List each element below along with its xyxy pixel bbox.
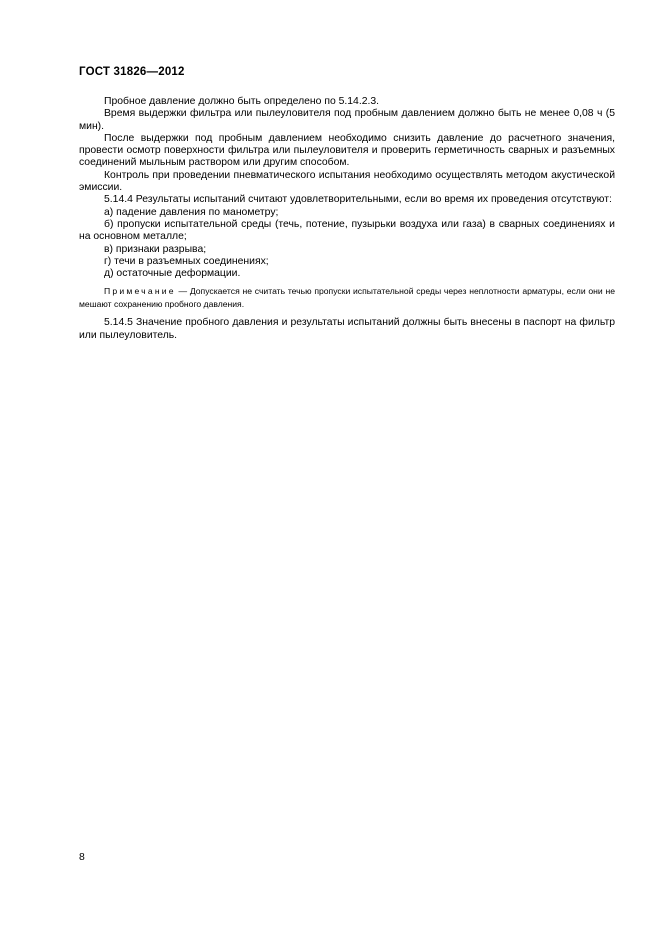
note-text: — Допускается не считать течью пропуски испытательной среды через неплотности арматуры, если они не мешают сохранению пробного давления.: [79, 286, 615, 310]
paragraph-inspection: После выдержки под пробным давлением необходимо снизить давление до расчетного значения, провести осмотр поверхности фильтра или пылеуловителя и проверить герметичность сварных и разъемных соединений мыльным раствором или другим способом.: [79, 132, 615, 169]
list-item: д) остаточные деформации.: [104, 268, 241, 280]
list-item: г) течи в разъемных соединениях;: [104, 255, 269, 267]
list-item: б) пропуски испытательной среды (течь, потение, пузырьки воздуха или газа) в сварных соединениях и на основном металле;: [79, 218, 615, 243]
document-body: [79, 96, 615, 342]
list-item: в) признаки разрыва;: [104, 243, 207, 255]
document-header: ГОСТ 31826—2012: [79, 66, 185, 78]
list-item: а) падение давления по манометру;: [104, 206, 279, 218]
paragraph-acoustic-emission: Контроль при проведении пневматического испытания необходимо осуществлять методом акустической эмиссии.: [79, 169, 615, 194]
note-label: Примечание: [104, 286, 176, 297]
paragraph-results-criteria: 5.14.4 Результаты испытаний считают удовлетворительными, если во время их проведения отсутствуют:: [104, 194, 612, 206]
paragraph-hold-time: Время выдержки фильтра или пылеуловителя под пробным давлением должно быть не менее 0,08 ч (5 мин).: [79, 108, 615, 132]
page-number: 8: [79, 852, 85, 863]
paragraph-test-pressure: Пробное давление должно быть определено по 5.14.2.3.: [104, 96, 380, 107]
paragraph-passport-record: 5.14.5 Значение пробного давления и результаты испытаний должны быть внесены в паспорт на фильтр или пылеуловитель.: [79, 317, 615, 341]
note: [79, 285, 615, 311]
